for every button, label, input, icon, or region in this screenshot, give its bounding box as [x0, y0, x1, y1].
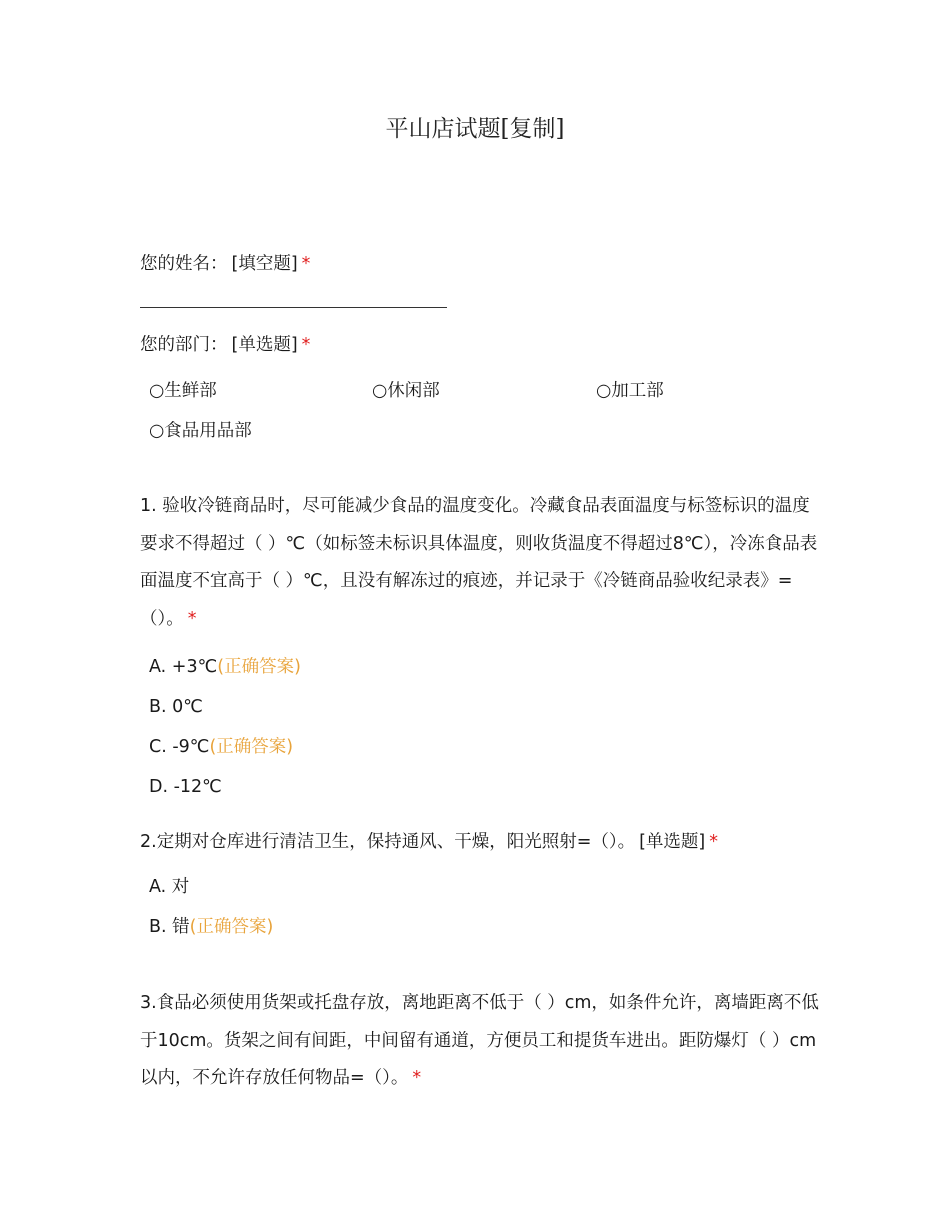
question-1-text: 1. 验收冷链商品时，尽可能减少食品的温度变化。冷藏食品表面温度与标签标识的温度要求不得超过（ ）℃（如标签未标识具体温度，则收货温度不得超过8℃），冷冻食品表面温度不宜高于（ ）℃，且没有解冻过的痕迹，并记录于《冷链商品验收纪录表》=（）。 [140, 496, 818, 629]
q1-option-d[interactable] [149, 775, 222, 799]
dept-option-fresh[interactable]: ○生鲜部 [149, 381, 217, 401]
question-1 [140, 488, 820, 638]
q1-option-d-text: D. -12℃ [149, 777, 222, 797]
q1-option-a-text: A. +3℃ [149, 657, 218, 677]
required-mark: * [412, 1068, 422, 1088]
question-3-text: 3.食品必须使用货架或托盘存放，离地距离不低于（ ）cm，如条件允许，离墙距离不低于10cm。货架之间有间距，中间留有通道，方便员工和提货车进出。距防爆灯（ ）cm以内，不允许存放任何物品=（）。 [140, 993, 819, 1088]
dept-option-food-supplies[interactable]: ○食品用品部 [149, 421, 252, 441]
question-2-type: [单选题] [639, 832, 706, 852]
name-input-line[interactable] [140, 307, 447, 308]
q1-option-c[interactable] [149, 735, 293, 759]
question-2 [140, 830, 718, 854]
name-question [140, 252, 310, 276]
dept-question [140, 333, 310, 357]
correct-answer-tag: (正确答案) [217, 657, 301, 677]
name-question-label: 您的姓名： [140, 254, 228, 274]
q1-option-b[interactable] [149, 695, 203, 719]
question-3 [140, 985, 820, 1098]
question-2-text: 2.定期对仓库进行清洁卫生，保持通风、干燥，阳光照射=（）。 [140, 832, 636, 852]
q2-option-b-text: B. 错 [149, 917, 190, 937]
q2-option-b[interactable] [149, 915, 273, 939]
name-question-type: [填空题] [231, 254, 298, 274]
q1-option-a[interactable] [149, 655, 301, 679]
q2-option-a-text: A. 对 [149, 877, 190, 897]
dept-question-type: [单选题] [231, 335, 298, 355]
dept-option-leisure[interactable]: ○休闲部 [372, 381, 440, 401]
correct-answer-tag: (正确答案) [189, 917, 274, 937]
required-mark: * [301, 335, 311, 355]
dept-question-label: 您的部门： [140, 335, 228, 355]
required-mark: * [301, 254, 311, 274]
q1-option-b-text: B. 0℃ [149, 697, 203, 717]
required-mark: * [187, 608, 197, 629]
q1-option-c-text: C. -9℃ [149, 737, 210, 757]
dept-option-processing[interactable]: ○加工部 [596, 381, 664, 401]
correct-answer-tag: (正确答案) [209, 737, 294, 757]
page-title: 平山店试题[复制] [385, 116, 565, 142]
required-mark: * [709, 832, 719, 852]
q2-option-a[interactable] [149, 875, 189, 899]
